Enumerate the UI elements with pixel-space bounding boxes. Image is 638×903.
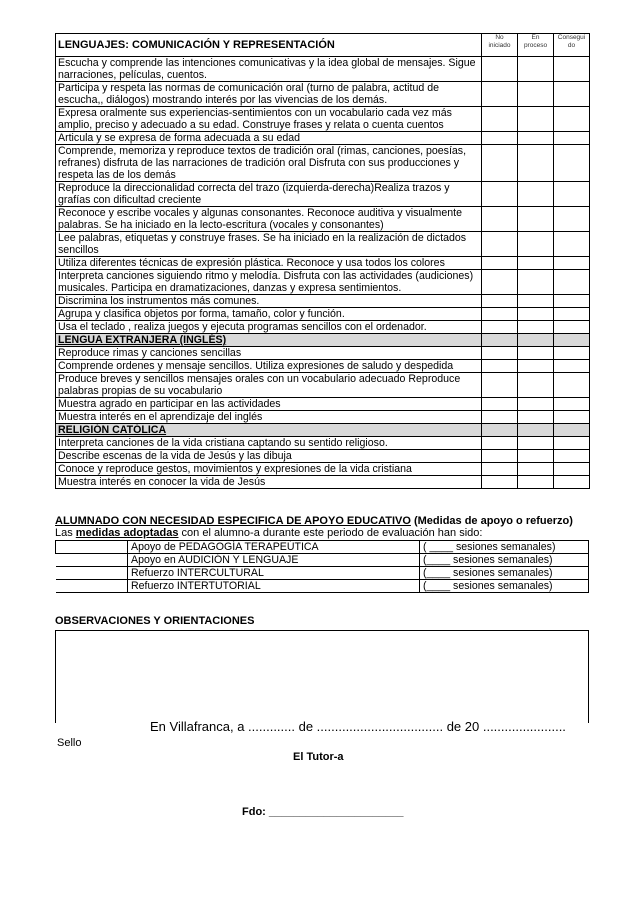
mark-cell-conseguido[interactable] — [554, 82, 590, 107]
mark-cell-conseguido[interactable] — [554, 360, 590, 373]
criterion-text: Muestra interés en el aprendizaje del inglés — [56, 411, 482, 424]
support-intro — [55, 527, 595, 540]
table-row — [56, 398, 590, 411]
measure-name: Apoyo de PEDAGOGÍA TERAPEÚTICA — [128, 541, 420, 554]
measure-sessions[interactable]: ( ____ sesiones semanales) — [420, 541, 589, 554]
mark-cell-no-iniciado[interactable] — [482, 347, 518, 360]
mark-cell-en-proceso[interactable] — [518, 232, 554, 257]
mark-cell-en-proceso[interactable] — [518, 132, 554, 145]
support-heading-suffix: (Medidas de apoyo o refuerzo) — [413, 515, 573, 527]
mark-cell-conseguido[interactable] — [554, 57, 590, 82]
mark-cell-conseguido[interactable] — [554, 232, 590, 257]
table-row — [56, 308, 590, 321]
col-header-en-proceso: En proceso — [518, 34, 554, 57]
mark-cell-en-proceso[interactable] — [518, 360, 554, 373]
mark-cell-en-proceso[interactable] — [518, 207, 554, 232]
mark-cell-en-proceso[interactable] — [518, 398, 554, 411]
criterion-text: Interpreta canciones de la vida cristiana captando su sentido religioso. — [56, 437, 482, 450]
mark-cell-en-proceso[interactable] — [518, 257, 554, 270]
table-row — [56, 207, 590, 232]
section-title: LENGUA EXTRANJERA (INGLÉS) — [56, 334, 482, 347]
observations-heading: OBSERVACIONES Y ORIENTACIONES — [55, 615, 255, 627]
support-measures-table — [55, 540, 589, 593]
mark-cell-conseguido[interactable] — [554, 450, 590, 463]
criterion-text: Utiliza diferentes técnicas de expresión plástica. Reconoce y usa todos los colores — [56, 257, 482, 270]
criterion-text: Reproduce rimas y canciones sencillas — [56, 347, 482, 360]
observations-box[interactable] — [55, 630, 589, 723]
mark-cell-conseguido[interactable] — [554, 207, 590, 232]
criterion-text: Comprende ordenes y mensaje sencillos. Utiliza expresiones de saludo y despedida — [56, 360, 482, 373]
table-row — [56, 347, 590, 360]
table-row — [56, 295, 590, 308]
mark-cell-conseguido[interactable] — [554, 373, 590, 398]
table-row — [56, 82, 590, 107]
table-title: LENGUAJES: COMUNICACIÓN Y REPRESENTACIÓN — [56, 34, 482, 57]
criterion-text: Lee palabras, etiquetas y construye frases. Se ha iniciado en la realización de dictados sencillos — [56, 232, 482, 257]
mark-cell-no-iniciado[interactable] — [482, 182, 518, 207]
criterion-text: Reproduce la direccionalidad correcta del trazo (izquierda-derecha)Realiza trazos y grafías con dificultad creciente — [56, 182, 482, 207]
criterion-text: Conoce y reproduce gestos, movimientos y expresiones de la vida cristiana — [56, 463, 482, 476]
mark-cell-conseguido[interactable] — [554, 257, 590, 270]
stamp-label: Sello — [57, 737, 82, 749]
criterion-text: Agrupa y clasifica objetos por forma, tamaño, color y función. — [56, 308, 482, 321]
table-row — [56, 145, 590, 182]
table-row — [56, 270, 590, 295]
mark-cell-no-iniciado[interactable] — [482, 450, 518, 463]
criterion-text: Describe escenas de la vida de Jesús y las dibuja — [56, 450, 482, 463]
measure-row — [56, 541, 589, 554]
table-row — [56, 182, 590, 207]
table-row — [56, 373, 590, 398]
measure-row — [56, 567, 589, 580]
table-row — [56, 232, 590, 257]
criterion-text: Reconoce y escribe vocales y algunas consonantes. Reconoce auditiva y visualmente palabras. Se ha iniciado en la lecto-escritura (vocales y consonantes) — [56, 207, 482, 232]
mark-cell-no-iniciado[interactable] — [482, 270, 518, 295]
measure-row — [56, 580, 589, 593]
mark-cell-en-proceso[interactable] — [518, 182, 554, 207]
table-row — [56, 257, 590, 270]
mark-cell-no-iniciado[interactable] — [482, 145, 518, 182]
mark-cell-en-proceso[interactable] — [518, 334, 554, 347]
mark-cell-no-iniciado[interactable] — [482, 360, 518, 373]
measure-sessions[interactable]: (____ sesiones semanales) — [420, 554, 589, 567]
mark-cell-conseguido[interactable] — [554, 476, 590, 489]
mark-cell-no-iniciado[interactable] — [482, 424, 518, 437]
mark-cell-conseguido[interactable] — [554, 321, 590, 334]
mark-cell-conseguido[interactable] — [554, 398, 590, 411]
mark-cell-no-iniciado[interactable] — [482, 57, 518, 82]
criterion-text: Usa el teclado , realiza juegos y ejecuta programas sencillos con el ordenador. — [56, 321, 482, 334]
measure-name: Refuerzo INTERCULTURAL — [128, 567, 420, 580]
mark-cell-no-iniciado[interactable] — [482, 107, 518, 132]
section-row — [56, 424, 590, 437]
mark-cell-conseguido[interactable] — [554, 334, 590, 347]
criterion-text: Muestra interés en conocer la vida de Jesús — [56, 476, 482, 489]
evaluation-table — [55, 33, 590, 489]
section-title: RELIGIÓN CATÓLICA — [56, 424, 482, 437]
mark-cell-en-proceso[interactable] — [518, 424, 554, 437]
criterion-text: Discrimina los instrumentos más comunes. — [56, 295, 482, 308]
table-row — [56, 132, 590, 145]
mark-cell-no-iniciado[interactable] — [482, 398, 518, 411]
mark-cell-no-iniciado[interactable] — [482, 82, 518, 107]
support-intro-rest: con el alumno-a durante este periodo de evaluación han sido: — [178, 527, 483, 539]
mark-cell-no-iniciado[interactable] — [482, 257, 518, 270]
criterion-text: Produce breves y sencillos mensajes orales con un vocabulario adecuado Reproduce palabras propias de su vocabulario — [56, 373, 482, 398]
mark-cell-conseguido[interactable] — [554, 424, 590, 437]
mark-cell-no-iniciado[interactable] — [482, 207, 518, 232]
table-row — [56, 107, 590, 132]
table-row — [56, 57, 590, 82]
mark-cell-conseguido[interactable] — [554, 295, 590, 308]
place-date-line: En Villafranca, a ............. de ................................... de 20 ....................... — [150, 719, 566, 734]
criterion-text: Participa y respeta las normas de comunicación oral (turno de palabra, actitud de escucha,, diálogos) mostrando interés por las vivencias de los demás. — [56, 82, 482, 107]
mark-cell-conseguido[interactable] — [554, 437, 590, 450]
table-row — [56, 437, 590, 450]
mark-cell-en-proceso[interactable] — [518, 107, 554, 132]
mark-cell-en-proceso[interactable] — [518, 82, 554, 107]
mark-cell-en-proceso[interactable] — [518, 347, 554, 360]
mark-cell-en-proceso[interactable] — [518, 411, 554, 424]
table-row — [56, 411, 590, 424]
measure-sessions[interactable]: (____ sesiones semanales) — [420, 567, 589, 580]
support-intro-bold: medidas adoptadas — [75, 527, 179, 539]
signature-line: Fdo: ______________________ — [242, 806, 404, 818]
mark-cell-no-iniciado[interactable] — [482, 373, 518, 398]
measure-spacer — [56, 580, 128, 593]
criterion-text: Expresa oralmente sus experiencias-sentimientos con un vocabulario cada vez más amplio, preciso y adecuado a su edad. Construye frases y relata o cuenta cuentos — [56, 107, 482, 132]
mark-cell-conseguido[interactable] — [554, 182, 590, 207]
mark-cell-en-proceso[interactable] — [518, 463, 554, 476]
table-row — [56, 476, 590, 489]
mark-cell-conseguido[interactable] — [554, 463, 590, 476]
mark-cell-conseguido[interactable] — [554, 308, 590, 321]
criterion-text: Comprende, memoriza y reproduce textos de tradición oral (rimas, canciones, poesías, refranes) disfruta de las narraciones de tradición oral Disfruta con sus producciones y respeta las de los demás — [56, 145, 482, 182]
tutor-label: El Tutor-a — [293, 751, 344, 763]
measure-spacer — [56, 554, 128, 567]
mark-cell-no-iniciado[interactable] — [482, 437, 518, 450]
mark-cell-no-iniciado[interactable] — [482, 411, 518, 424]
mark-cell-no-iniciado[interactable] — [482, 308, 518, 321]
mark-cell-no-iniciado[interactable] — [482, 295, 518, 308]
mark-cell-en-proceso[interactable] — [518, 145, 554, 182]
measure-name: Apoyo en AUDICIÓN Y LENGUAJE — [128, 554, 420, 567]
mark-cell-en-proceso[interactable] — [518, 373, 554, 398]
criterion-text: Escucha y comprende las intenciones comunicativas y la idea global de mensajes. Sigue narraciones, películas, cuentos. — [56, 57, 482, 82]
mark-cell-conseguido[interactable] — [554, 270, 590, 295]
mark-cell-conseguido[interactable] — [554, 132, 590, 145]
measure-name: Refuerzo INTERTUTORIAL — [128, 580, 420, 593]
mark-cell-conseguido[interactable] — [554, 411, 590, 424]
evaluation-table-header — [56, 34, 590, 57]
measure-row — [56, 554, 589, 567]
mark-cell-no-iniciado[interactable] — [482, 132, 518, 145]
support-intro-prefix: Las — [55, 527, 76, 539]
table-row — [56, 360, 590, 373]
table-row — [56, 450, 590, 463]
mark-cell-en-proceso[interactable] — [518, 450, 554, 463]
measure-spacer — [56, 541, 128, 554]
mark-cell-conseguido[interactable] — [554, 145, 590, 182]
mark-cell-no-iniciado[interactable] — [482, 232, 518, 257]
mark-cell-en-proceso[interactable] — [518, 321, 554, 334]
mark-cell-no-iniciado[interactable] — [482, 321, 518, 334]
col-header-conseguido: Consegui do — [554, 34, 590, 57]
measure-spacer — [56, 567, 128, 580]
mark-cell-conseguido[interactable] — [554, 107, 590, 132]
mark-cell-en-proceso[interactable] — [518, 270, 554, 295]
table-row — [56, 463, 590, 476]
section-row — [56, 334, 590, 347]
measure-sessions[interactable]: (____ sesiones semanales) — [420, 580, 589, 593]
mark-cell-en-proceso[interactable] — [518, 437, 554, 450]
table-row — [56, 321, 590, 334]
mark-cell-en-proceso[interactable] — [518, 57, 554, 82]
mark-cell-en-proceso[interactable] — [518, 308, 554, 321]
mark-cell-no-iniciado[interactable] — [482, 334, 518, 347]
mark-cell-conseguido[interactable] — [554, 347, 590, 360]
col-header-no-iniciado: No iniciado — [482, 34, 518, 57]
criterion-text: Interpreta canciones siguiendo ritmo y melodía. Disfruta con las actividades (audiciones) musicales. Participa en dramatizaciones, danzas y expresa sentimientos. — [56, 270, 482, 295]
criterion-text: Articula y se expresa de forma adecuada a su edad — [56, 132, 482, 145]
criterion-text: Muestra agrado en participar en las actividades — [56, 398, 482, 411]
mark-cell-en-proceso[interactable] — [518, 476, 554, 489]
mark-cell-no-iniciado[interactable] — [482, 476, 518, 489]
mark-cell-no-iniciado[interactable] — [482, 463, 518, 476]
support-heading-main: ALUMNADO CON NECESIDAD ESPECIFICA DE APOYO EDUCATIVO — [55, 515, 411, 527]
mark-cell-en-proceso[interactable] — [518, 295, 554, 308]
